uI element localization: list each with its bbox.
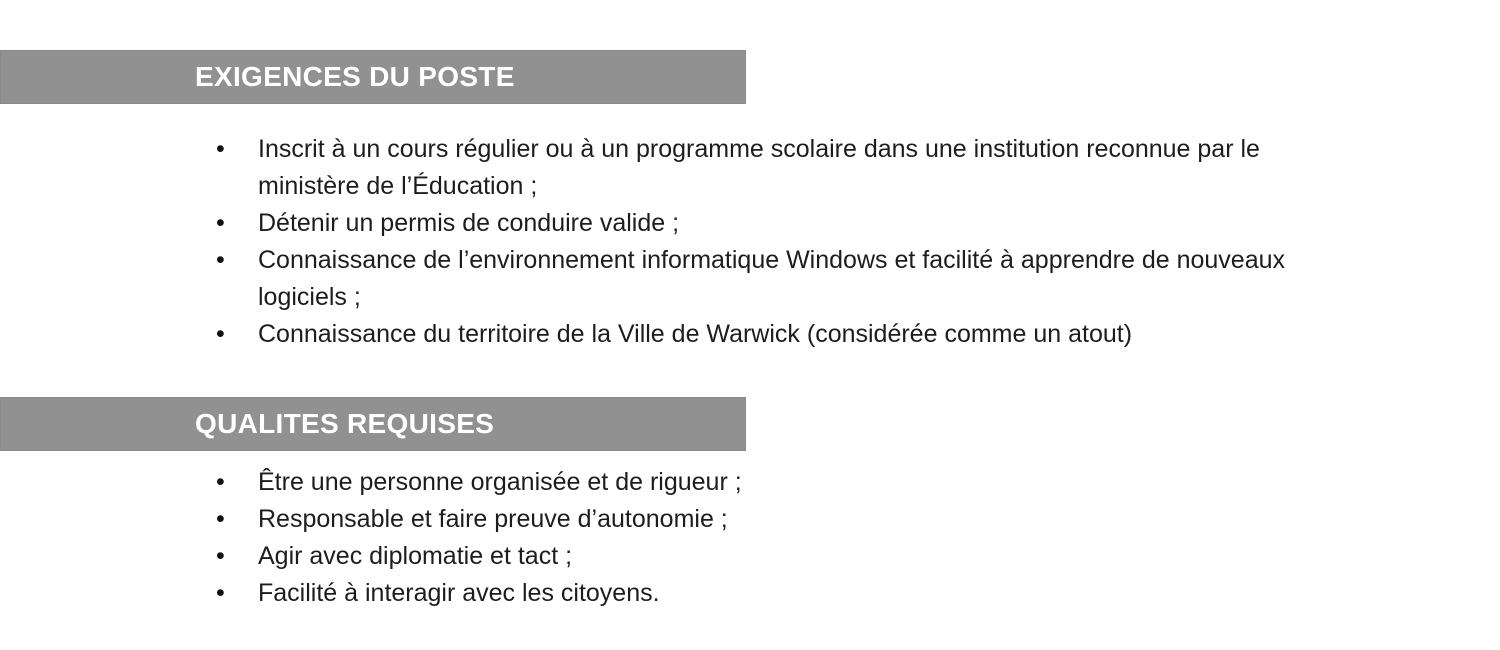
bullet-icon: •	[216, 468, 225, 496]
section-title: EXIGENCES DU POSTE	[195, 61, 515, 92]
list-item	[0, 464, 1345, 501]
list-item	[0, 575, 1345, 612]
list-item-text: Responsable et faire preuve d’autonomie ;	[258, 505, 728, 533]
bullet-icon: •	[216, 135, 225, 163]
bullet-icon: •	[216, 542, 225, 570]
bullet-icon: •	[216, 579, 225, 607]
list-item-text: Connaissance du territoire de la Ville de Warwick (considérée comme un atout)	[258, 320, 1133, 348]
section-header-exigences	[0, 50, 746, 104]
section-title: QUALITES REQUISES	[195, 408, 495, 439]
bullet-icon: •	[216, 320, 225, 348]
list-item	[0, 242, 1345, 316]
list-item	[0, 205, 1345, 242]
bullet-icon: •	[216, 505, 225, 533]
qualites-list	[0, 464, 1500, 612]
bullet-icon: •	[216, 246, 225, 274]
list-item	[0, 131, 1345, 205]
list-item-text: Facilité à interagir avec les citoyens.	[258, 579, 660, 607]
exigences-list	[0, 131, 1500, 353]
list-item-text: Agir avec diplomatie et tact ;	[258, 542, 573, 570]
bullet-icon: •	[216, 209, 225, 237]
section-header-qualites	[0, 397, 746, 451]
list-item	[0, 501, 1345, 538]
list-item	[0, 316, 1345, 353]
list-item-text: Inscrit à un cours régulier ou à un programme scolaire dans une institution reconnue par le ministère de l’Éducation ;	[258, 135, 1260, 200]
list-item-text: Être une personne organisée et de rigueur ;	[258, 468, 742, 496]
list-item-text: Détenir un permis de conduire valide ;	[258, 209, 680, 237]
list-item	[0, 538, 1345, 575]
list-item-text: Connaissance de l’environnement informatique Windows et facilité à apprendre de nouveaux logiciels ;	[258, 246, 1286, 311]
